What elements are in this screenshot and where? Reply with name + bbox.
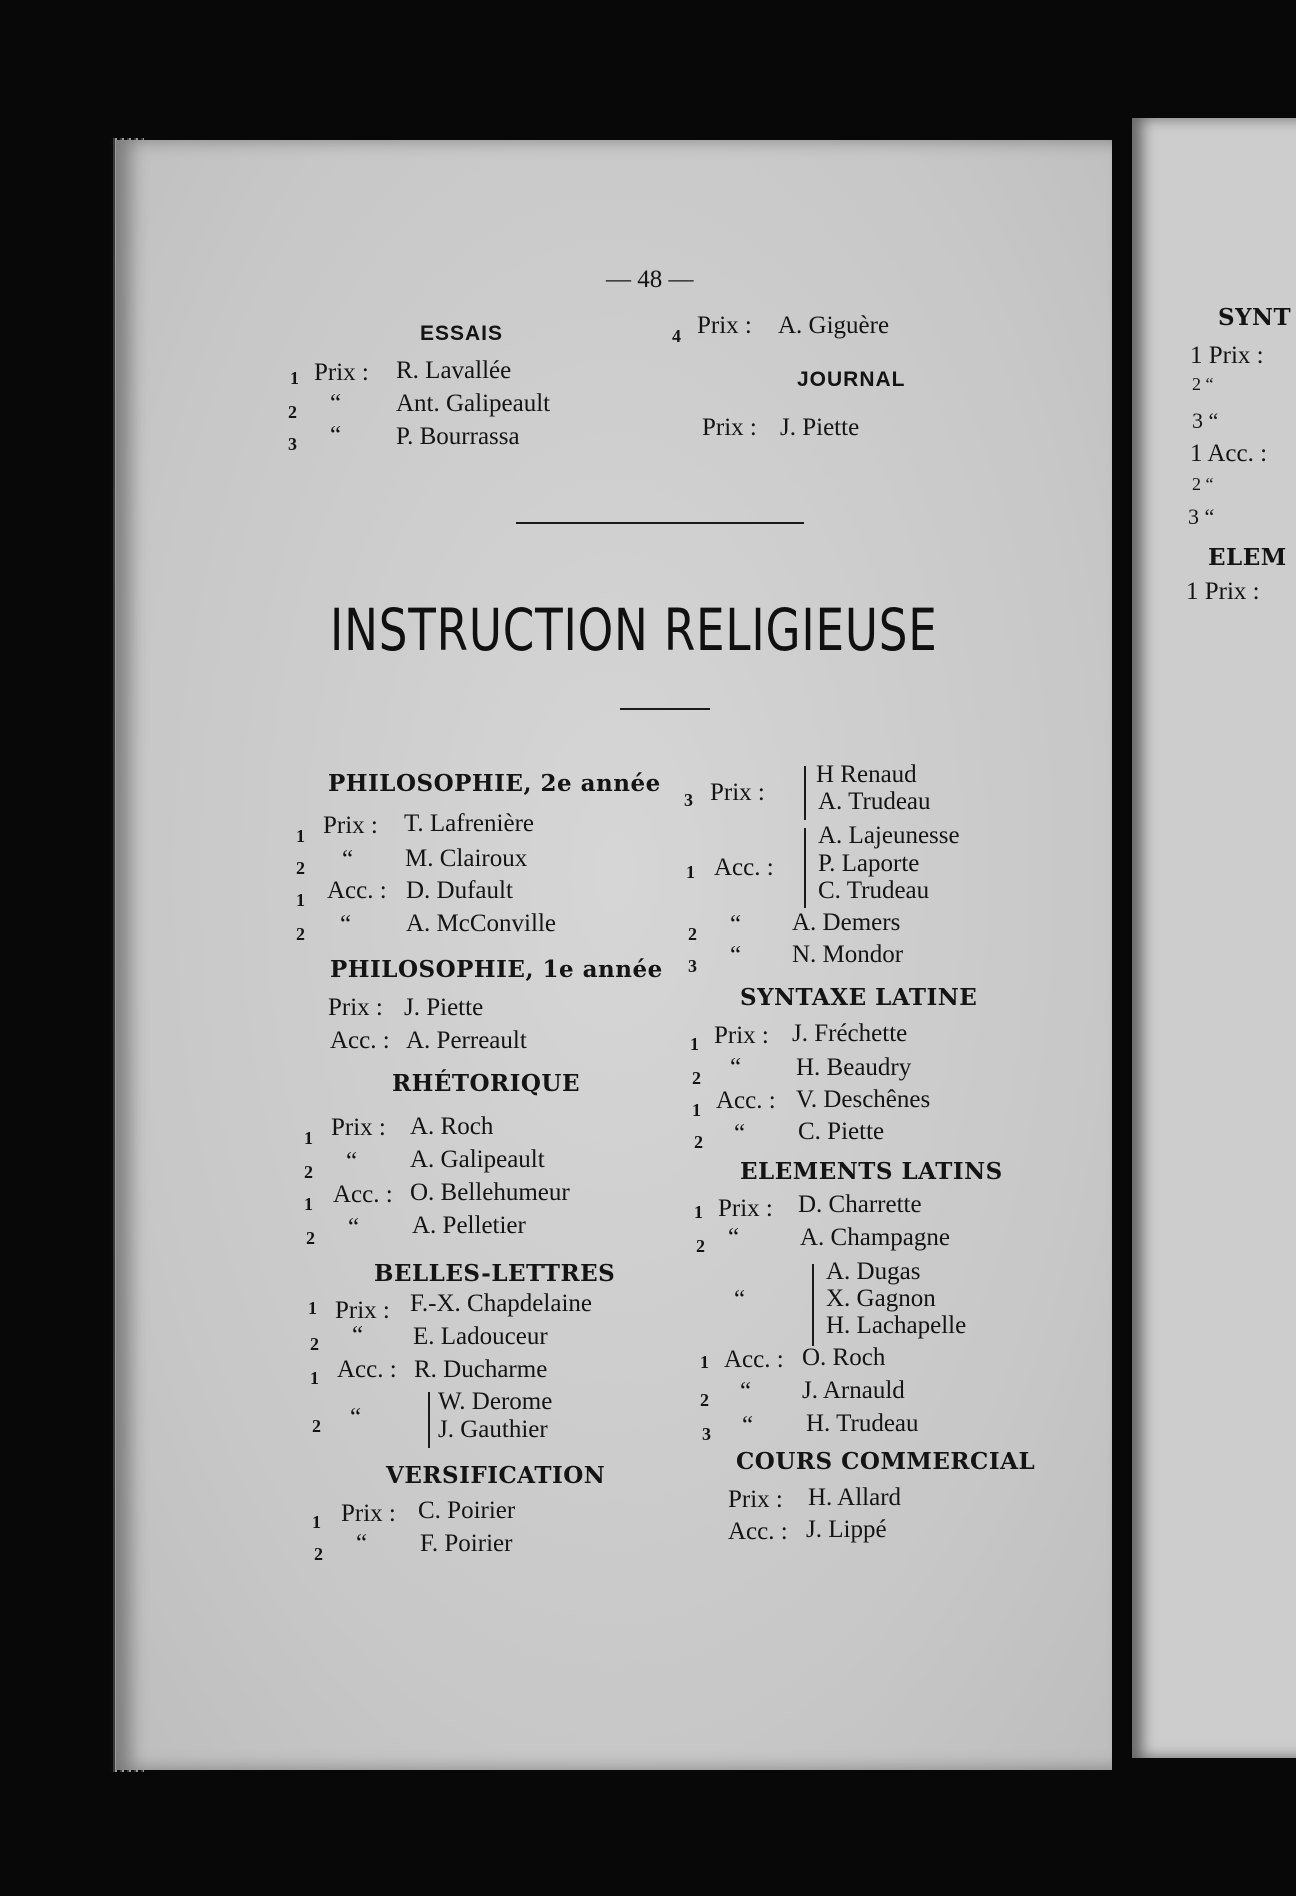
award-label: “ (730, 1054, 742, 1081)
laureate: J. Gauthier (438, 1416, 548, 1443)
journal-heading: JOURNAL (797, 368, 906, 391)
rank: 1 (700, 1352, 709, 1372)
rank: 2 (296, 858, 305, 878)
rank: 1 (690, 1034, 699, 1054)
laureate: F.-X. Chapdelaine (410, 1290, 592, 1317)
award-label: “ (742, 1412, 754, 1439)
rank: 3 (684, 790, 693, 810)
laureate: A. Perreault (406, 1027, 527, 1054)
laureate: E. Ladouceur (413, 1323, 548, 1350)
class-heading: VERSIFICATION (386, 1462, 606, 1489)
adjacent-page (1132, 118, 1296, 1758)
award-label: Prix : (331, 1114, 386, 1141)
class-heading: BELLES-LETTRES (374, 1260, 616, 1287)
award-label: Prix : (314, 359, 369, 386)
adjacent-line: 1 Acc. : (1190, 440, 1268, 467)
award-label: Prix : (718, 1195, 773, 1222)
rank: 1 (304, 1128, 313, 1148)
award-label: Prix : (323, 812, 378, 839)
award-label: “ (734, 1120, 746, 1147)
award-label: Prix : (335, 1297, 390, 1324)
laureate: A. Giguère (778, 312, 890, 339)
rank: 1 (308, 1298, 317, 1318)
award-label: Prix : (728, 1486, 783, 1513)
class-heading: RHÉTORIQUE (392, 1070, 581, 1097)
laureate: A. Roch (410, 1113, 494, 1140)
laureate: N. Mondor (792, 941, 904, 968)
laureate: R. Ducharme (414, 1356, 548, 1383)
award-label: Prix : (710, 779, 765, 806)
laureate: V. Deschênes (796, 1086, 931, 1113)
rank: 2 (306, 1228, 315, 1248)
bracket-bar (804, 766, 806, 820)
adjacent-line: SYNT (1218, 304, 1292, 331)
laureate: A. Pelletier (412, 1212, 526, 1239)
laureate: H. Beaudry (796, 1054, 912, 1081)
award-label: Acc. : (333, 1181, 393, 1208)
rank: 4 (672, 326, 681, 346)
rank: 2 (696, 1236, 705, 1256)
rank: 1 (310, 1368, 319, 1388)
class-heading: PHILOSOPHIE, 2e année (328, 770, 661, 797)
award-label: Acc. : (330, 1027, 390, 1054)
laureate: H. Trudeau (806, 1410, 919, 1437)
rank: 2 (310, 1334, 319, 1354)
award-label: “ (340, 911, 352, 938)
award-label: “ (350, 1404, 362, 1431)
award-label: “ (346, 1148, 358, 1175)
laureate: M. Clairoux (405, 845, 528, 872)
laureate: A. Champagne (800, 1224, 950, 1251)
laureate: O. Bellehumeur (410, 1179, 570, 1206)
laureate: H. Lachapelle (826, 1312, 967, 1339)
rank: 1 (304, 1194, 313, 1214)
rank: 1 (290, 368, 299, 388)
rank: 1 (312, 1512, 321, 1532)
bracket-bar (428, 1392, 430, 1448)
class-heading: SYNTAXE LATINE (740, 984, 978, 1011)
section-title: INSTRUCTION RELIGIEUSE (330, 596, 938, 664)
laureate: C. Poirier (418, 1497, 516, 1524)
laureate: A. Lajeunesse (818, 822, 960, 849)
award-label: Acc. : (337, 1356, 397, 1383)
adjacent-line: ELEM (1208, 544, 1287, 571)
book-page (116, 140, 1112, 1770)
rank: 2 (314, 1544, 323, 1564)
rank: 1 (296, 890, 305, 910)
award-label: Prix : (697, 312, 752, 339)
award-label: Acc. : (327, 877, 387, 904)
award-label: “ (730, 942, 742, 969)
laureate: J. Piette (780, 414, 860, 441)
rank: 2 (694, 1132, 703, 1152)
award-label: “ (740, 1378, 752, 1405)
laureate: A. McConville (406, 910, 556, 937)
award-label: Prix : (341, 1500, 396, 1527)
rank: 2 (700, 1390, 709, 1410)
page-number: — 48 — (606, 266, 694, 293)
award-label: “ (356, 1530, 368, 1557)
laureate: A. Galipeault (410, 1146, 545, 1173)
award-label: “ (734, 1286, 746, 1313)
award-label: Acc. : (728, 1518, 788, 1545)
award-label: “ (730, 911, 742, 938)
award-label: Prix : (702, 414, 757, 441)
laureate: R. Lavallée (396, 357, 512, 384)
laureate: X. Gagnon (826, 1285, 936, 1312)
award-label: Acc. : (714, 854, 774, 881)
laureate: D. Charrette (798, 1191, 922, 1218)
laureate: H. Allard (808, 1484, 902, 1511)
adjacent-line: 2 “ (1192, 374, 1214, 394)
laureate: T. Lafrenière (404, 810, 534, 837)
essais-heading: ESSAIS (420, 322, 504, 345)
award-label: “ (348, 1214, 360, 1241)
rank: 2 (296, 924, 305, 944)
laureate: A. Dugas (826, 1258, 921, 1285)
title-underline (620, 708, 710, 710)
class-heading: ELEMENTS LATINS (740, 1158, 1003, 1185)
award-label: Prix : (328, 994, 383, 1021)
laureate: J. Lippé (806, 1516, 887, 1543)
adjacent-line: 1 Prix : (1186, 578, 1260, 605)
award-label: “ (342, 846, 354, 873)
laureate: D. Dufault (406, 877, 513, 904)
rank: 1 (686, 862, 695, 882)
rank: 2 (304, 1162, 313, 1182)
section-divider (516, 522, 804, 524)
laureate: F. Poirier (420, 1530, 513, 1557)
rank: 3 (702, 1424, 711, 1444)
rank: 2 (312, 1416, 321, 1436)
laureate: J. Arnauld (802, 1377, 905, 1404)
laureate: Ant. Galipeault (396, 390, 551, 417)
laureate: A. Demers (792, 909, 901, 936)
award-label: Acc. : (716, 1087, 776, 1114)
rank: 1 (296, 826, 305, 846)
rank: 3 (288, 434, 297, 454)
rank: 1 (694, 1202, 703, 1222)
rank: 2 (688, 924, 697, 944)
laureate: C. Trudeau (818, 877, 930, 904)
laureate: O. Roch (802, 1344, 886, 1371)
laureate: P. Bourrassa (396, 423, 520, 450)
laureate: W. Derome (438, 1388, 553, 1415)
adjacent-line: 2 “ (1192, 474, 1214, 494)
laureate: P. Laporte (818, 850, 920, 877)
award-label: Prix : (714, 1022, 769, 1049)
rank: 1 (692, 1100, 701, 1120)
adjacent-line: 1 Prix : (1190, 342, 1264, 369)
bracket-bar (804, 828, 806, 908)
award-label: “ (330, 422, 342, 449)
award-label: “ (728, 1224, 740, 1251)
adjacent-line: 3 “ (1188, 504, 1215, 529)
award-label: Acc. : (724, 1346, 784, 1373)
rank: 2 (692, 1068, 701, 1088)
award-label: “ (352, 1322, 364, 1349)
class-heading: COURS COMMERCIAL (736, 1448, 1036, 1475)
laureate: C. Piette (798, 1118, 885, 1145)
laureate: J. Fréchette (792, 1020, 908, 1047)
rank: 3 (688, 956, 697, 976)
rank: 2 (288, 402, 297, 422)
class-heading: PHILOSOPHIE, 1e année (330, 956, 663, 983)
bracket-bar (812, 1264, 814, 1346)
laureate: A. Trudeau (818, 788, 931, 815)
laureate: H Renaud (816, 761, 917, 788)
award-label: “ (330, 390, 342, 417)
adjacent-line: 3 “ (1192, 408, 1219, 433)
laureate: J. Piette (404, 994, 484, 1021)
